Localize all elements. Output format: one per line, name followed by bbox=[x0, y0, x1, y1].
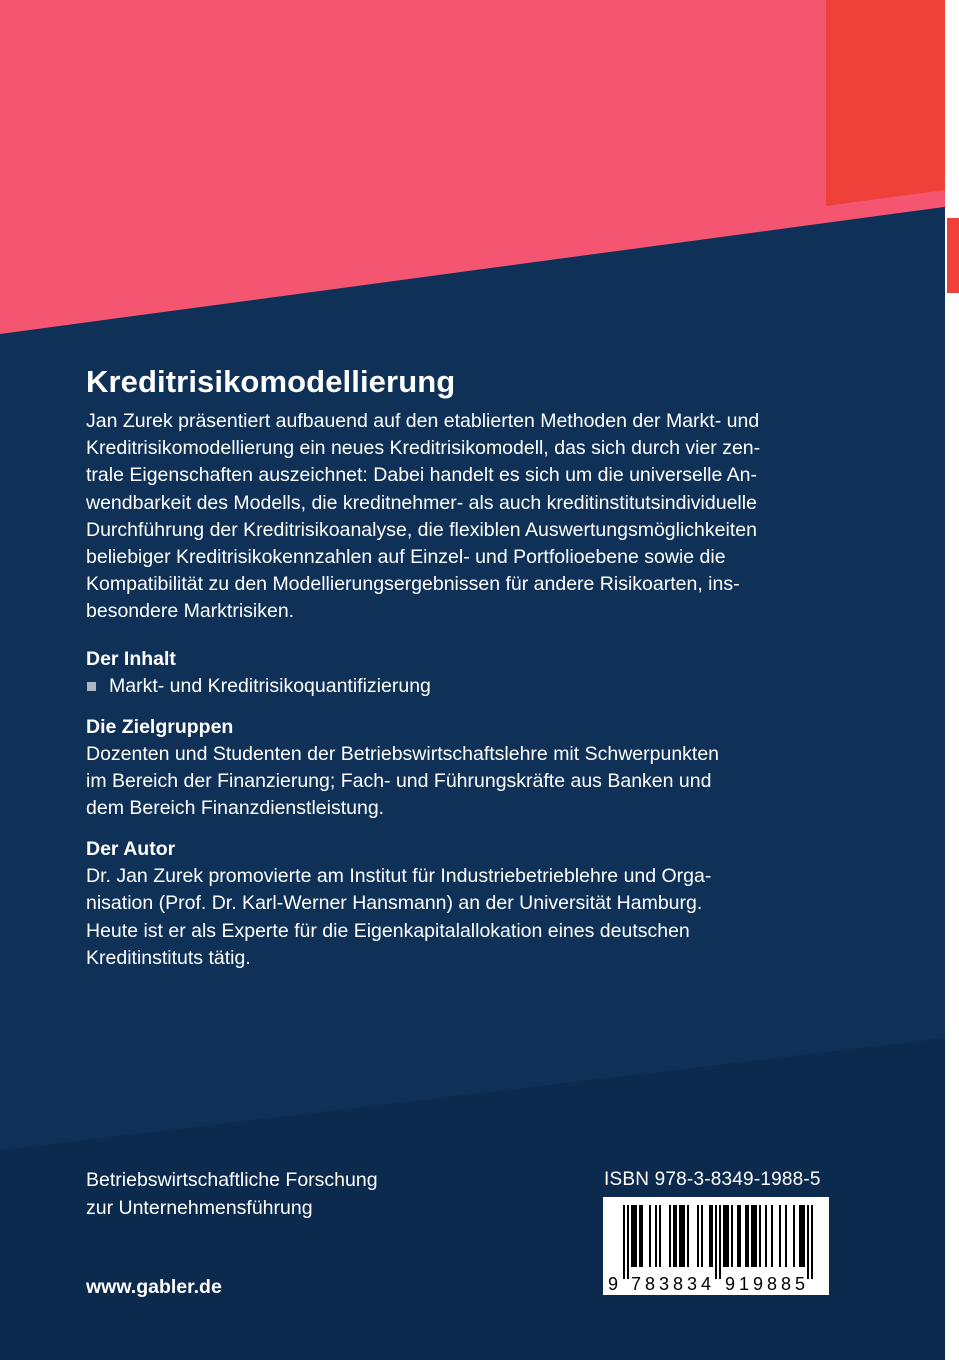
barcode-bar bbox=[679, 1205, 681, 1267]
barcode-bar bbox=[659, 1205, 661, 1267]
content-area bbox=[86, 362, 866, 972]
barcode-bar bbox=[793, 1205, 795, 1267]
description-line: Durchführung der Kreditrisikoanalyse, die flexiblen Auswertungsmöglichkeiten bbox=[86, 518, 757, 541]
barcode-digit: 8 bbox=[780, 1274, 792, 1294]
barcode-bar bbox=[759, 1205, 761, 1267]
description-line: wendbarkeit des Modells, die kreditnehmer- als auch kreditinstitutsindividuelle bbox=[86, 491, 757, 514]
autor-text bbox=[86, 863, 866, 972]
isbn-label: ISBN 978-3-8349-1988-5 bbox=[604, 1169, 821, 1190]
barcode-digit: 1 bbox=[738, 1274, 750, 1294]
barcode-digit: 4 bbox=[700, 1274, 712, 1294]
inhalt-heading: Der Inhalt bbox=[86, 647, 176, 670]
barcode-digit: 5 bbox=[794, 1274, 806, 1294]
series-line: zur Unternehmensführung bbox=[86, 1196, 313, 1219]
barcode-digit: 9 bbox=[724, 1274, 736, 1294]
barcode-bar bbox=[725, 1205, 727, 1267]
barcode-bar bbox=[627, 1205, 629, 1279]
description-line: beliebiger Kreditrisikokennzahlen auf Einzel- und Portfolioebene sowie die bbox=[86, 546, 726, 569]
barcode-bar bbox=[771, 1205, 773, 1267]
barcode-bar bbox=[751, 1205, 753, 1267]
description-line: besondere Marktrisiken. bbox=[86, 600, 295, 623]
barcode-bar bbox=[655, 1205, 657, 1267]
autor-line: nisation (Prof. Dr. Karl-Werner Hansmann) an der Universität Hamburg. bbox=[86, 892, 703, 915]
zielgruppen-line: dem Bereich Finanzdienstleistung. bbox=[86, 797, 385, 820]
zielgruppen-line: im Bereich der Finanzierung; Fach- und Führungskräfte aus Banken und bbox=[86, 769, 712, 792]
barcode-bar bbox=[799, 1205, 801, 1267]
barcode-bar bbox=[723, 1205, 725, 1267]
book-title: Kreditrisikomodellierung bbox=[86, 364, 456, 399]
barcode-bar bbox=[785, 1205, 787, 1267]
barcode-bar bbox=[807, 1205, 809, 1279]
barcode-bar bbox=[641, 1205, 643, 1267]
publisher-website: www.gabler.de bbox=[86, 1276, 222, 1298]
barcode-graphic bbox=[603, 1197, 829, 1295]
barcode-bar bbox=[635, 1205, 637, 1267]
square-bullet-icon bbox=[87, 682, 96, 691]
autor-heading: Der Autor bbox=[86, 838, 176, 861]
barcode-bar bbox=[745, 1205, 747, 1267]
barcode-bar bbox=[673, 1205, 675, 1267]
barcode-digit: 8 bbox=[644, 1274, 656, 1294]
barcode-bar bbox=[683, 1205, 685, 1267]
description-line: Kreditrisikomodellierung ein neues Kreditrisikomodell, das sich durch vier zen- bbox=[86, 437, 761, 460]
description-line: Jan Zurek präsentiert aufbauend auf den etablierten Methoden der Markt- und bbox=[86, 410, 760, 432]
barcode-bar bbox=[755, 1205, 757, 1267]
barcode-bar bbox=[811, 1205, 813, 1279]
edge-tab bbox=[947, 218, 959, 293]
barcode bbox=[603, 1197, 829, 1295]
barcode-digit: 3 bbox=[658, 1274, 670, 1294]
barcode-digit: 8 bbox=[672, 1274, 684, 1294]
zielgruppen-heading: Die Zielgruppen bbox=[86, 715, 234, 738]
barcode-bar bbox=[737, 1205, 739, 1267]
barcode-bar bbox=[709, 1205, 711, 1267]
barcode-digit: 9 bbox=[607, 1274, 619, 1294]
barcode-bar bbox=[739, 1205, 741, 1267]
series-name bbox=[86, 1167, 378, 1222]
right-edge-strip bbox=[945, 0, 959, 1360]
barcode-digit: 3 bbox=[686, 1274, 698, 1294]
barcode-bar bbox=[649, 1205, 651, 1267]
barcode-bar bbox=[715, 1205, 717, 1279]
barcode-bar bbox=[687, 1205, 689, 1267]
barcode-bar bbox=[701, 1205, 703, 1267]
barcode-digit: 8 bbox=[766, 1274, 778, 1294]
barcode-bar bbox=[623, 1205, 625, 1279]
description bbox=[86, 408, 866, 626]
barcode-bar bbox=[719, 1205, 721, 1279]
red-accent-shape bbox=[826, 0, 945, 206]
barcode-bar bbox=[675, 1205, 677, 1267]
barcode-bar bbox=[765, 1205, 767, 1267]
autor-line: Heute ist er als Experte für die Eigenkapitalallokation eines deutschen bbox=[86, 919, 690, 942]
barcode-digit: 9 bbox=[752, 1274, 764, 1294]
barcode-bar bbox=[727, 1205, 729, 1267]
barcode-bar bbox=[753, 1205, 755, 1267]
barcode-bar bbox=[801, 1205, 803, 1267]
barcode-bar bbox=[731, 1205, 733, 1267]
barcode-digit: 7 bbox=[630, 1274, 642, 1294]
barcode-bar bbox=[697, 1205, 699, 1267]
barcode-bar bbox=[669, 1205, 671, 1267]
autor-line: Dr. Jan Zurek promovierte am Institut für Industriebetrieblehre und Orga- bbox=[86, 865, 712, 888]
inhalt-list-item bbox=[86, 673, 866, 700]
inhalt-item-text: Markt- und Kreditrisikoquantifizierung bbox=[109, 674, 431, 697]
barcode-bar bbox=[779, 1205, 781, 1267]
barcode-bar bbox=[681, 1205, 683, 1267]
barcode-bar bbox=[631, 1205, 633, 1267]
series-line: Betriebswirtschaftliche Forschung bbox=[86, 1169, 378, 1191]
barcode-bar bbox=[803, 1205, 805, 1267]
description-line: Kompatibilität zu den Modellierungsergebnissen für andere Risikoarten, ins- bbox=[86, 573, 740, 596]
description-line: trale Eigenschaften auszeichnet: Dabei handelt es sich um die universelle An- bbox=[86, 464, 757, 487]
barcode-bar bbox=[633, 1205, 635, 1267]
zielgruppen-text bbox=[86, 741, 866, 823]
barcode-bar bbox=[747, 1205, 749, 1267]
autor-line: Kreditinstituts tätig. bbox=[86, 946, 251, 969]
barcode-bar bbox=[639, 1205, 641, 1267]
barcode-bar bbox=[711, 1205, 713, 1267]
zielgruppen-line: Dozenten und Studenten der Betriebswirtschaftslehre mit Schwerpunkten bbox=[86, 742, 720, 765]
